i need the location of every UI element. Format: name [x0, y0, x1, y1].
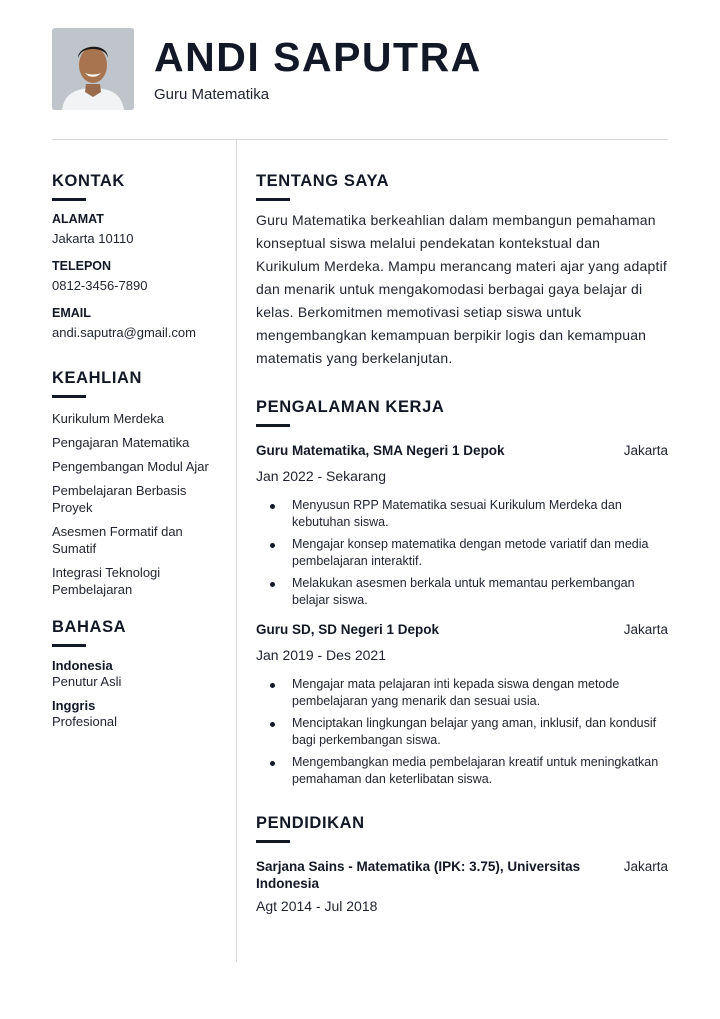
skill-item: Pembelajaran Berbasis Proyek [52, 483, 187, 515]
candidate-role: Guru Matematika [154, 86, 270, 103]
bullet-text: Menciptakan lingkungan belajar yang aman, inklusif, dan kondusif bagi perkembangan siswa. [292, 716, 657, 747]
section-underline [256, 198, 290, 201]
experience-section [256, 398, 668, 788]
bullet-icon [270, 722, 275, 727]
job-date: Jan 2019 - Des 2021 [256, 647, 386, 663]
contact-section [52, 172, 222, 341]
bullet-text: Mengajar mata pelajaran inti kepada siswa dengan metode pembelajaran yang menarik dan sesuai usia. [292, 677, 620, 708]
candidate-name: ANDI SAPUTRA [154, 34, 482, 80]
job-entry [256, 621, 668, 788]
header-divider [52, 139, 668, 140]
skill-item: Pengembangan Modul Ajar [52, 459, 209, 474]
bullet-item [256, 715, 668, 749]
job-title: Guru Matematika, SMA Negeri 1 Depok [256, 443, 505, 458]
skill-item: Pengajaran Matematika [52, 435, 190, 450]
section-underline [52, 198, 86, 201]
skill-item: Kurikulum Merdeka [52, 411, 164, 426]
about-section [256, 172, 668, 370]
skill-item: Integrasi Teknologi Pembelajaran [52, 565, 161, 597]
bullet-icon [270, 504, 275, 509]
bullet-text: Melakukan asesmen berkala untuk memantau perkembangan belajar siswa. [292, 576, 635, 607]
education-location: Jakarta [623, 859, 668, 874]
contact-item-address [52, 212, 222, 247]
section-underline [256, 424, 290, 427]
skill-item: Asesmen Formatif dan Sumatif [52, 524, 183, 556]
bullet-icon [270, 543, 275, 548]
bullet-text: Mengajar konsep matematika dengan metode variatif dan media pembelajaran interaktif. [292, 537, 649, 568]
bullet-item [256, 754, 668, 788]
contact-value: 0812-3456-7890 [52, 278, 148, 293]
contact-label: EMAIL [52, 306, 91, 320]
education-date: Agt 2014 - Jul 2018 [256, 898, 378, 914]
education-degree: Sarjana Sains - Matematika (IPK: 3.75), Universitas Indonesia [256, 859, 581, 891]
section-title: TENTANG SAYA [256, 172, 390, 190]
section-underline [256, 840, 290, 843]
job-bullets [256, 497, 668, 609]
section-title: PENGALAMAN KERJA [256, 398, 445, 416]
job-bullets [256, 676, 668, 788]
contact-label: TELEPON [52, 259, 112, 273]
job-location: Jakarta [623, 622, 668, 637]
section-title: KONTAK [52, 172, 125, 190]
languages-section [52, 618, 222, 730]
education-section [256, 814, 668, 915]
bullet-item [256, 497, 668, 531]
section-title: BAHASA [52, 618, 127, 636]
main-content [256, 172, 668, 915]
language-level: Penutur Asli [52, 674, 122, 689]
contact-value: Jakarta 10110 [52, 231, 134, 246]
language-name: Inggris [52, 698, 96, 713]
person-portrait-icon [52, 28, 134, 110]
skills-section [52, 369, 222, 598]
bullet-text: Menyusun RPP Matematika sesuai Kurikulum Merdeka dan kebutuhan siswa. [292, 498, 622, 529]
column-divider [236, 140, 237, 962]
profile-photo [52, 28, 134, 110]
section-title: KEAHLIAN [52, 369, 143, 387]
education-entry [256, 858, 668, 915]
language-name: Indonesia [52, 658, 113, 673]
bullet-item [256, 536, 668, 570]
section-title: PENDIDIKAN [256, 814, 365, 832]
bullet-icon [270, 582, 275, 587]
contact-item-email [52, 306, 222, 341]
job-date: Jan 2022 - Sekarang [256, 468, 386, 484]
about-text: Guru Matematika berkeahlian dalam membangun pemahaman konseptual siswa melalui pendekatan kontekstual dan Kurikulum Merdeka. Mampu merancang materi ajar yang adaptif dan menarik untuk mengakomodasi berbagai gaya belajar di kelas. Berkomitmen memotivasi setiap siswa untuk mengembangkan kemampuan berpikir logis dan kemampuan matematis yang berkelanjutan. [256, 212, 667, 366]
resume-header [52, 28, 668, 112]
section-underline [52, 644, 86, 647]
bullet-icon [270, 683, 275, 688]
bullet-icon [270, 761, 275, 766]
bullet-text: Mengembangkan media pembelajaran kreatif untuk meningkatkan pemahaman dan keterlibatan siswa. [292, 755, 659, 786]
language-level: Profesional [52, 714, 118, 729]
job-entry [256, 442, 668, 609]
contact-value: andi.saputra@gmail.com [52, 325, 196, 340]
sidebar [52, 172, 222, 738]
contact-item-phone [52, 259, 222, 294]
contact-label: ALAMAT [52, 212, 104, 226]
bullet-item [256, 676, 668, 710]
job-title: Guru SD, SD Negeri 1 Depok [256, 622, 440, 637]
job-location: Jakarta [623, 443, 668, 458]
section-underline [52, 395, 86, 398]
bullet-item [256, 575, 668, 609]
